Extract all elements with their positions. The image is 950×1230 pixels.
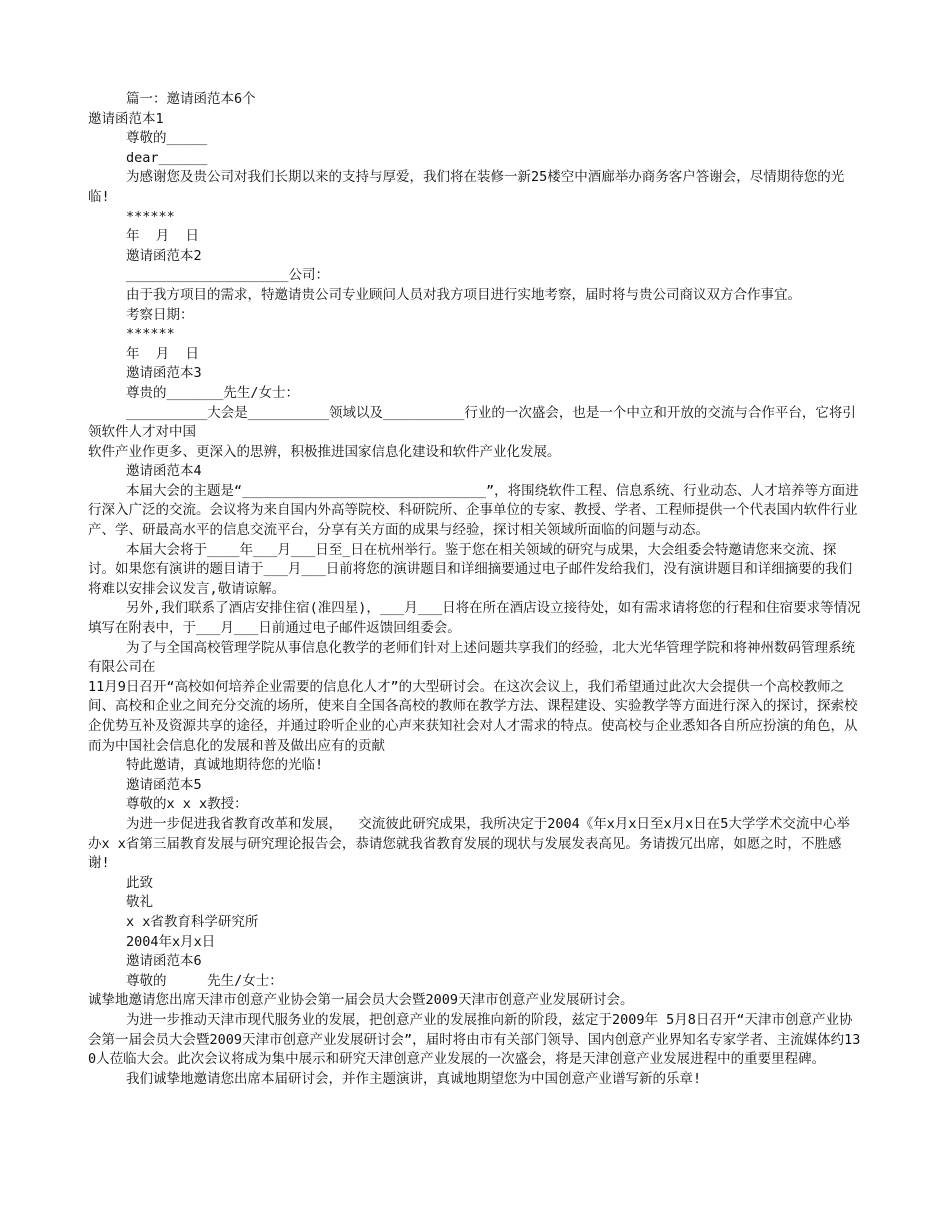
document-line: __________大会是__________领域以及__________行业的一次盛会，也是一个中立和开放的交流与合作平台，它将引领软件人才对中国 bbox=[88, 404, 856, 441]
document-line: 邀请函范本1 bbox=[88, 110, 164, 127]
document-line: 邀请函范本3 bbox=[126, 365, 202, 382]
document-line: ____________________公司： bbox=[126, 267, 330, 284]
document-line: 为了与全国高校管理学院从事信息化教学的老师们针对上述问题共享我们的经验，北大光华管理学院和将神州数码管理系统有限公司在 bbox=[88, 639, 855, 676]
document-body bbox=[88, 90, 862, 1089]
document-line: 尊贵的_______先生/女士： bbox=[126, 384, 300, 401]
document-line: 另外,我们联系了酒店安排住宿(准四星)，___月___日将在所在酒店设立接待处，如有需求请将您的行程和住宿要求等情况填写在附表中，于___月___日前通过电子邮件返馈回组委会。 bbox=[88, 600, 861, 637]
document-line: 敬礼 bbox=[126, 894, 153, 911]
document-line: 邀请函范本4 bbox=[126, 463, 202, 480]
document-line: 我们诚挚地邀请您出席本届研讨会，并作主题演讲，真诚地期望您为中国创意产业谱写新的乐章! bbox=[126, 1070, 702, 1087]
document-line: 本届大会将于____年___月___日至_日在杭州举行。鉴于您在相关领域的研究与成果，大会组委会特邀请您来交流、探讨。如果您有演讲的题目请于___月___日前将您的演讲题目和详细摘要通过电子邮件发给我们，没有演讲题目和详细摘要的我们将难以安排会议发言,敬请谅解。 bbox=[88, 541, 853, 597]
document-line: 软件产业作更多、更深入的思辨，积极推进国家信息化建设和软件产业化发展。 bbox=[88, 443, 561, 460]
document-line: 为进一步促进我省教育改革和发展， 交流彼此研究成果，我所决定于2004《年x月x日至x月x日在5大学学术交流中心举办x x省第三届教育发展与研究理论报告会，恭请您就我省教育发展的现状与发展发表高见。务请拨冗出席，如愿之时，不胜感谢! bbox=[88, 815, 850, 872]
document-line: ****** bbox=[126, 326, 175, 343]
document-line: 此致 bbox=[126, 874, 153, 891]
document-line: 2004年x月x日 bbox=[126, 933, 216, 950]
document-line: 篇一：邀请函范本6个 bbox=[126, 91, 256, 107]
document-line: x x省教育科学研究所 bbox=[126, 913, 259, 930]
document-line: 为进一步推动天津市现代服务业的发展，把创意产业的发展推向新的阶段，兹定于2009年 5月8日召开“天津市创意产业协会第一届会员大会暨2009天津市创意产业发展研讨会”，届时将由市有关部门领导、国内创意产业界知名专家学者、主流媒体约130人莅临大会。此次会议将成为集中展示和研究天津创意产业发展的一次盛会，将是天津创意产业发展进程中的重要里程碑。 bbox=[88, 1011, 861, 1068]
document-line: 尊敬的 先生/女士： bbox=[126, 972, 283, 989]
document-line: 邀请函范本6 bbox=[126, 953, 202, 970]
document-line: 由于我方项目的需求，特邀请贵公司专业顾问人员对我方项目进行实地考察，届时将与贵公司商议双方合作事宜。 bbox=[126, 286, 801, 303]
document-line: dear______ bbox=[126, 149, 208, 166]
document-line: ****** bbox=[126, 208, 175, 225]
document-line: 为感谢您及贵公司对我们长期以来的支持与厚爱，我们将在装修一新25楼空中酒廊举办商务客户答谢会，尽情期待您的光临! bbox=[88, 169, 845, 205]
document-line: 本届大会的主题是“______________________________”，将围绕软件工程、信息系统、行业动态、人才培养等方面进行深入广泛的交流。会议将为来自国内外高等院校、科研院所、企事单位的专家、教授、学者、工程师提供一个代表国内软件行业产、学、研最高水平的信息交流平台，分享有关方面的成果与经验，探讨相关领域所面临的问题与动态。 bbox=[88, 482, 859, 539]
document-line: 11月9日召开“高校如何培养企业需要的信息化人才”的大型研讨会。在这次会议上，我们希望通过此次大会提供一个高校教师之间、高校和企业之间充分交流的场所，使来自全国各高校的教师在教学方法、课程建设、实验教学等方面进行深入的探讨，探索校企优势互补及资源共享的途径，并通过聆听企业的心声来获知社会对人才需求的特点。使高校与企业悉知各自所应扮演的角色，从而为中国社会信息化的发展和普及做出应有的贡献 bbox=[88, 678, 858, 754]
document-line: 年 月 日 bbox=[126, 345, 200, 362]
document-line: 尊敬的_____ bbox=[126, 130, 208, 147]
document-line: 考察日期： bbox=[126, 306, 194, 323]
document-line: 尊敬的x x x教授： bbox=[126, 796, 248, 813]
document-line: 邀请函范本2 bbox=[126, 247, 202, 264]
document-line: 邀请函范本5 bbox=[126, 776, 202, 793]
document-line: 诚挚地邀请您出席天津市创意产业协会第一届会员大会暨2009天津市创意产业发展研讨会。 bbox=[88, 992, 634, 1009]
document-line: 年 月 日 bbox=[126, 228, 200, 245]
document-line: 特此邀请，真诚地期待您的光临! bbox=[126, 757, 324, 774]
